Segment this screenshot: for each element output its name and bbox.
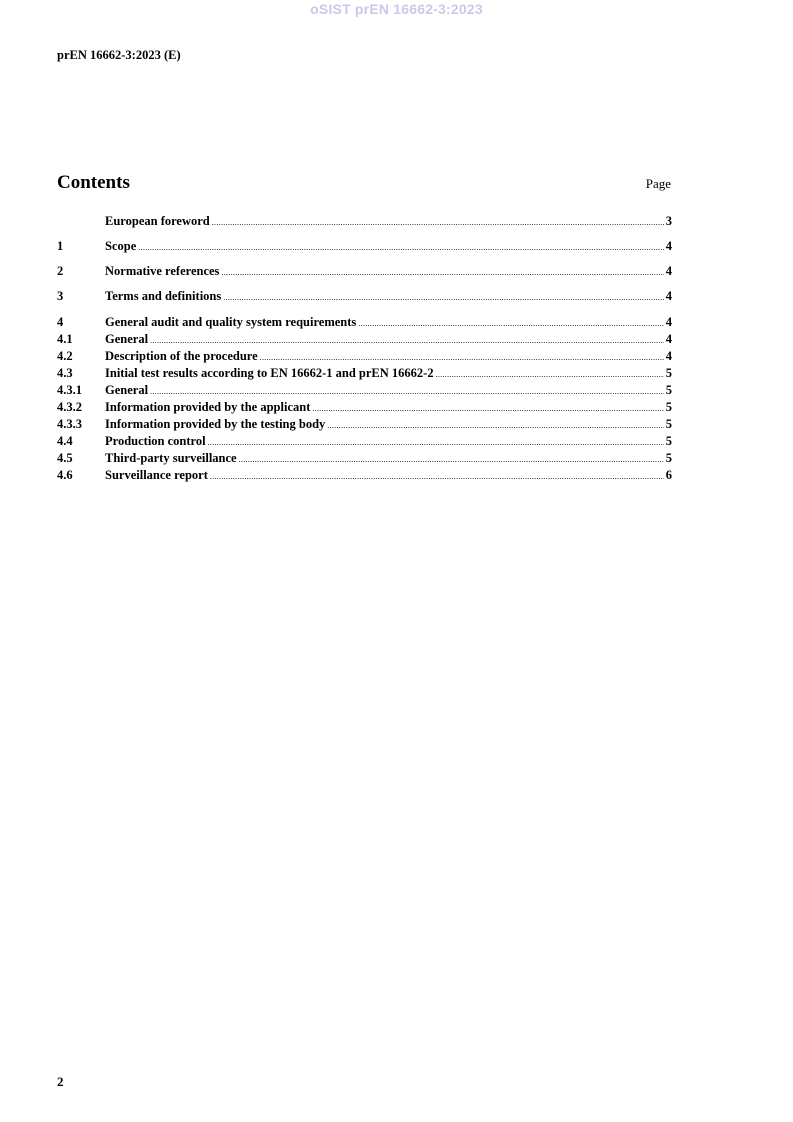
toc-entry[interactable] <box>57 348 672 366</box>
dot-leader <box>327 418 663 434</box>
toc-entry-page: 4 <box>665 315 672 329</box>
dot-leader <box>150 384 664 400</box>
toc-entry-title[interactable]: Description of the procedure <box>105 349 258 363</box>
toc-entry-page: 5 <box>665 400 672 414</box>
toc-entry-title[interactable]: General <box>105 332 149 346</box>
dot-leader <box>210 469 664 485</box>
toc-entry-number: 1 <box>57 239 64 253</box>
toc-entry-number: 4 <box>57 315 64 329</box>
toc-page-label: Page <box>645 176 671 191</box>
toc-entry[interactable] <box>57 238 672 256</box>
dot-leader <box>221 265 663 281</box>
toc-entry-title[interactable]: Information provided by the applicant <box>105 400 311 414</box>
dot-leader <box>223 290 664 306</box>
toc-entry-title[interactable]: General <box>105 383 149 397</box>
toc-entry-page: 4 <box>665 332 672 346</box>
toc-entry[interactable] <box>57 467 672 485</box>
toc-entry-page: 4 <box>665 289 672 303</box>
toc-entry[interactable] <box>57 331 672 349</box>
toc-entry-number: 3 <box>57 289 64 303</box>
toc-entry-title[interactable]: Normative references <box>105 264 220 278</box>
toc-entry-page: 5 <box>665 366 672 380</box>
toc-entry[interactable] <box>57 382 672 400</box>
dot-leader <box>239 452 664 468</box>
toc-entry-page: 5 <box>665 434 672 448</box>
toc-title: Contents <box>57 172 130 193</box>
toc-entry[interactable] <box>57 365 672 383</box>
toc-entry-number: 4.3.1 <box>57 383 82 397</box>
toc-entry-page: 5 <box>665 383 672 397</box>
dot-leader <box>208 435 664 451</box>
toc-entry-number: 4.2 <box>57 349 73 363</box>
dot-leader <box>436 367 664 383</box>
toc-entry-page: 4 <box>665 349 672 363</box>
toc-entry-page: 5 <box>665 451 672 465</box>
toc-entry-page: 4 <box>665 264 672 278</box>
toc-entry-number: 4.5 <box>57 451 73 465</box>
dot-leader <box>358 316 663 332</box>
toc-entry-title[interactable]: Initial test results according to EN 16662-1 and prEN 16662-2 <box>105 366 434 380</box>
toc-entry-title[interactable]: Information provided by the testing body <box>105 417 326 431</box>
toc-entry[interactable] <box>57 450 672 468</box>
toc-entry-number: 4.3.2 <box>57 400 82 414</box>
page-number: 2 <box>57 1074 64 1089</box>
dot-leader <box>312 401 663 417</box>
toc-entry-number: 4.4 <box>57 434 73 448</box>
toc-entry-number: 4.3.3 <box>57 417 82 431</box>
toc-entry-title[interactable]: General audit and quality system requirements <box>105 315 357 329</box>
toc-entry-number: 2 <box>57 264 64 278</box>
toc-entry[interactable] <box>57 433 672 451</box>
toc-entry-title[interactable]: Third-party surveillance <box>105 451 237 465</box>
toc-entry-page: 3 <box>665 214 672 228</box>
toc-entry-title[interactable]: Surveillance report <box>105 468 208 482</box>
toc-entry[interactable] <box>57 416 672 434</box>
toc-entry-number: 4.3 <box>57 366 73 380</box>
dot-leader <box>138 240 664 256</box>
document-id: prEN 16662-3:2023 (E) <box>57 48 181 62</box>
toc-entry-page: 6 <box>665 468 672 482</box>
toc-entry-title[interactable]: Scope <box>105 239 137 253</box>
toc-header <box>57 172 671 194</box>
toc-entry-title[interactable]: Production control <box>105 434 206 448</box>
toc-entry[interactable] <box>57 314 672 332</box>
toc-entry-number: 4.1 <box>57 332 73 346</box>
toc-entry[interactable] <box>57 213 672 231</box>
dot-leader <box>150 333 664 349</box>
dot-leader <box>212 215 664 231</box>
dot-leader <box>260 350 664 366</box>
watermark: oSIST prEN 16662-3:2023 <box>310 1 483 17</box>
toc-entry-title[interactable]: European foreword <box>105 214 210 228</box>
toc-entry[interactable] <box>57 288 672 306</box>
toc-entry[interactable] <box>57 263 672 281</box>
toc-entry-number: 4.6 <box>57 468 73 482</box>
toc-entry[interactable] <box>57 399 672 417</box>
toc-entry-title[interactable]: Terms and definitions <box>105 289 222 303</box>
toc-entry-page: 4 <box>665 239 672 253</box>
toc-entry-page: 5 <box>665 417 672 431</box>
